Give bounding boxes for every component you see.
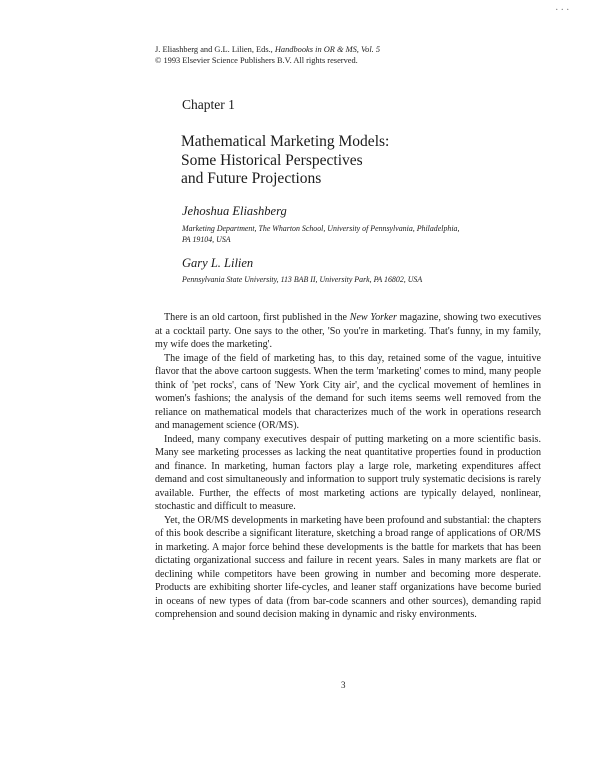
author-affiliation-1: Marketing Department, The Wharton School, University of Pennsylvania, Philadelphia, PA 19104, USA bbox=[182, 224, 460, 244]
page-number: 3 bbox=[341, 680, 346, 690]
chapter-title bbox=[181, 133, 541, 189]
author-name-1: Jehoshua Eliashberg bbox=[182, 204, 287, 218]
author-name-2: Gary L. Lilien bbox=[182, 256, 254, 270]
citation-line-2: © 1993 Elsevier Science Publishers B.V. All rights reserved. bbox=[155, 56, 358, 65]
author-affiliation-2: Pennsylvania State University, 113 BAB II, University Park, PA 16802, USA bbox=[182, 275, 423, 284]
paragraph-2: The image of the field of marketing has, to this day, retained some of the vague, intuitive flavor that the above cartoon suggests. When the term 'marketing' comes to mind, many people think of 'pet rocks', cans of 'New York City air', and the cyclical movement of hemlines in women's fashions; the analysis of the demand for such items seems well removed from the reliance on mathematical models that characterizes much of the work in operations research and management science (OR/MS). bbox=[155, 352, 541, 431]
magazine-name: New Yorker bbox=[349, 312, 397, 323]
title-line-3: and Future Projections bbox=[181, 170, 322, 187]
title-line-2: Some Historical Perspectives bbox=[181, 151, 363, 169]
corner-dots: ... bbox=[555, 2, 572, 13]
paragraph-1: There is an old cartoon, first published in the New Yorker magazine, showing two executives at a cocktail party. One says to the other, 'So you're in marketing. That's funny, in my family, my wife does the marketing'. bbox=[155, 312, 541, 350]
citation-line-1: J. Eliashberg and G.L. Lilien, Eds., Handbooks in OR & MS, Vol. 5 bbox=[155, 45, 381, 54]
citation-block bbox=[155, 44, 555, 66]
handbook-title: Handbooks in OR & MS, Vol. 5 bbox=[274, 45, 381, 54]
body-text bbox=[155, 311, 541, 622]
chapter-label: Chapter 1 bbox=[182, 97, 235, 112]
title-line-1: Mathematical Marketing Models: bbox=[181, 133, 390, 150]
paragraph-4: Yet, the OR/MS developments in marketing have been profound and substantial: the chapters of this book describe a significant literature, sketching a broad range of applications of OR/MS in marketing. A major force behind these developments is the battle for markets that has been dictating organizational success and failure in recent years. Sales in many markets are flat or declining while competitors have been growing in number and becoming more desperate. Products are exhibiting shorter life-cycles, and leaner staff organizations have become buried in oceans of new types of data (from bar-code scanners and other sources), demanding rapid comprehension and sound decision making in dynamic and risky environments. bbox=[155, 514, 541, 620]
paragraph-3: Indeed, many company executives despair of putting marketing on a more scientific basis. Many see marketing processes as lacking the neat quantitative properties found in production and finance. In marketing, human factors play a large role, marketing expenditures affect demand and cost simultaneously and information to support truly systematic decisions is rarely available. Further, the effects of most marketing actions are typically delayed, nonlinear, stochastic and difficult to measure. bbox=[155, 433, 541, 512]
